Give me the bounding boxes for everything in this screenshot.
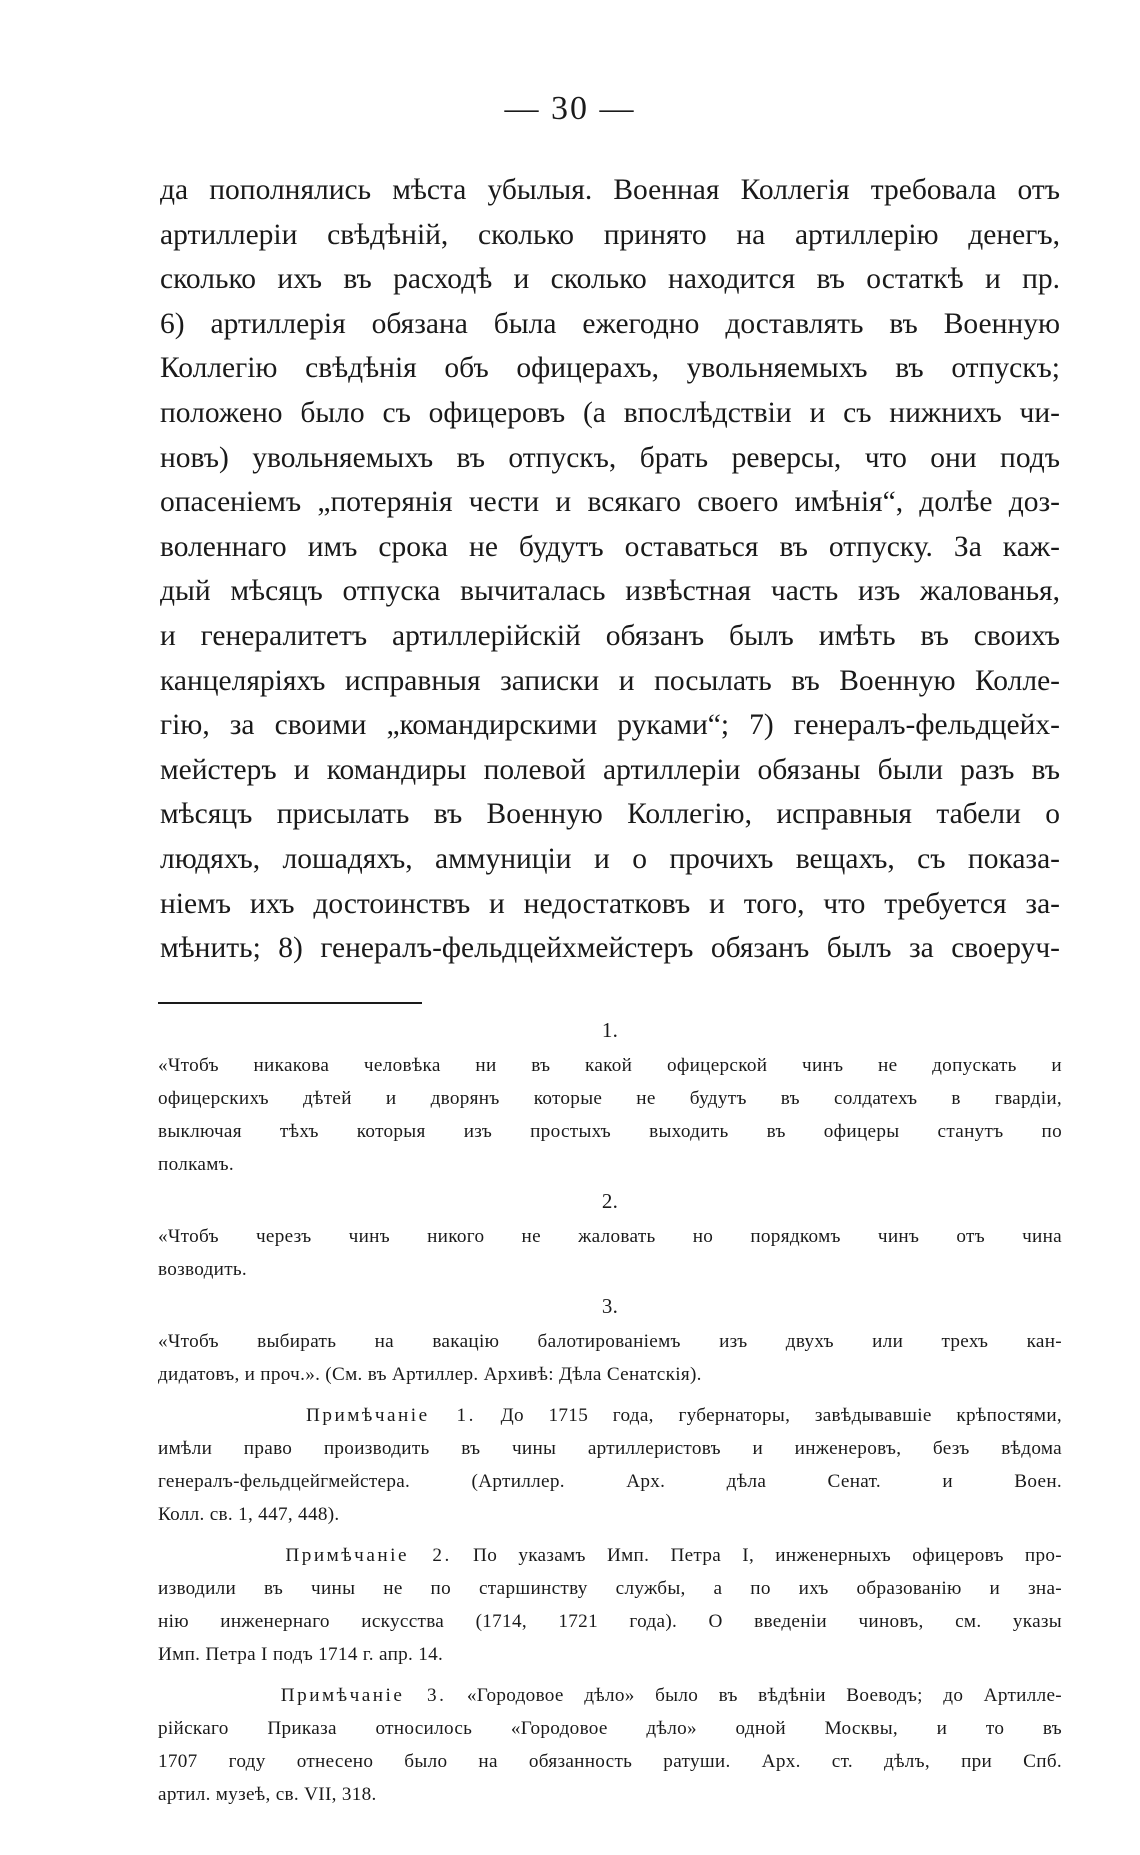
main-line: 6) артиллерія обязана была ежегодно доставлять въ Военную — [160, 307, 1060, 340]
note-3-text: «Городовое дѣло» было въ вѣдѣніи Воеводъ; до Артилле- — [466, 1685, 1062, 1706]
main-line: воленнаго имъ срока не будутъ оставаться въ отпуску. За каж- — [160, 530, 1060, 563]
note-1-line: Колл. св. 1, 447, 448). — [158, 1504, 340, 1525]
footnote-number-1: 1. — [601, 1018, 619, 1042]
footnote-1-line: полкамъ. — [158, 1154, 234, 1175]
footnote-1-line: «Чтобъ никакова человѣка ни въ какой офицерской чинъ не допускать и — [158, 1055, 1062, 1076]
main-line: мѣнить; 8) генералъ-фельдцейхмейстеръ обязанъ былъ за своеруч- — [160, 932, 1060, 965]
note-1-text: До 1715 года, губернаторы, завѣдывавшіе крѣпостями, — [500, 1405, 1063, 1426]
main-line: сколько ихъ въ расходѣ и сколько находится въ остаткѣ и пр. — [160, 263, 1060, 296]
note-3-line: 1707 году отнесено было на обязанность ратуши. Арх. ст. дѣлъ, при Спб. — [158, 1751, 1062, 1772]
note-1-label: Примѣчаніе 1. — [306, 1405, 476, 1426]
main-line: опасеніемъ „потерянія чести и всякаго своего имѣнія“, долѣе доз- — [160, 486, 1060, 519]
footnote-3-line: дидатовъ, и проч.». (См. въ Артиллер. Архивѣ: Дѣла Сенатскія). — [158, 1364, 702, 1385]
note-2-label: Примѣчаніе 2. — [285, 1545, 452, 1566]
main-line: положено было съ офицеровъ (а впослѣдствіи и съ нижнихъ чи- — [160, 396, 1060, 429]
main-text — [160, 168, 1060, 971]
note-3-line: артил. музеѣ, св. VII, 318. — [158, 1784, 377, 1805]
note-1-line: генералъ-фельдцейгмейстера. (Артиллер. Арх. дѣла Сенат. и Воен. — [158, 1471, 1062, 1492]
footnote-number-2: 2. — [601, 1189, 619, 1213]
main-line: ніемъ ихъ достоинствъ и недостатковъ и того, что требуется за- — [160, 887, 1060, 920]
main-line: новъ) увольняемыхъ въ отпускъ, брать реверсы, что они подъ — [160, 441, 1060, 474]
footnote-2-line: возводить. — [158, 1259, 248, 1280]
note-2-first-line — [158, 1539, 1062, 1572]
note-2-text: По указамъ Имп. Петра I, инженерныхъ офицеровъ про- — [473, 1545, 1062, 1566]
main-line: канцеляріяхъ исправныя записки и посылать въ Военную Колле- — [160, 664, 1060, 697]
note-3-label: Примѣчаніе 3. — [280, 1685, 447, 1706]
footnote-number-3: 3. — [601, 1294, 619, 1318]
main-line: дый мѣсяцъ отпуска вычиталась извѣстная часть изъ жалованья, — [160, 575, 1060, 608]
note-1-first-line — [158, 1399, 1062, 1432]
footnote-2-line: «Чтобъ черезъ чинъ никого не жаловать но порядкомъ чинъ отъ чина — [158, 1226, 1062, 1247]
note-3-line: рійскаго Приказа относилось «Городовое дѣло» одной Москвы, и то въ — [158, 1718, 1062, 1739]
main-line: мейстеръ и командиры полевой артиллеріи обязаны были разъ въ — [160, 753, 1060, 786]
footnote-1-line: выключая тѣхъ которыя изъ простыхъ выходить въ офицеры станутъ по — [158, 1121, 1062, 1142]
note-2-line: нію инженернаго искусства (1714, 1721 года). О введеніи чиновъ, см. указы — [158, 1611, 1062, 1632]
main-line: и генералитетъ артиллерійскій обязанъ былъ имѣть въ своихъ — [160, 619, 1060, 652]
main-line: гію, за своими „командирскими руками“; 7) генералъ-фельдцейх- — [160, 709, 1060, 742]
note-2-line: изводили въ чины не по старшинству службы, а по ихъ образованію и зна- — [158, 1578, 1062, 1599]
main-line: да пополнялись мѣста убылыя. Военная Коллегія требовала отъ — [160, 174, 1060, 206]
footnotes — [158, 1010, 1062, 1811]
main-line: артиллеріи свѣдѣній, сколько принято на артиллерію денегъ, — [160, 218, 1060, 251]
note-2-line: Имп. Петра I подъ 1714 г. апр. 14. — [158, 1644, 444, 1665]
note-3-first-line — [158, 1679, 1062, 1712]
footnote-3-line: «Чтобъ выбирать на вакацію балотированіемъ изъ двухъ или трехъ кан- — [158, 1331, 1062, 1352]
footnote-1-line: офицерскихъ дѣтей и дворянъ которые не будутъ въ солдатехъ в гвардіи, — [158, 1088, 1062, 1109]
main-line: Коллегію свѣдѣнія объ офицерахъ, увольняемыхъ въ отпускъ; — [160, 352, 1060, 385]
main-line: людяхъ, лошадяхъ, аммуниціи и о прочихъ вещахъ, съ показа- — [160, 842, 1060, 875]
note-1-line: имѣли право производить въ чины артиллеристовъ и инженеровъ, безъ вѣдома — [158, 1438, 1062, 1459]
page-number: — 30 — — [504, 90, 636, 127]
main-line: мѣсяцъ присылать въ Военную Коллегію, исправныя табели о — [160, 798, 1060, 831]
footnote-divider — [158, 1002, 422, 1004]
